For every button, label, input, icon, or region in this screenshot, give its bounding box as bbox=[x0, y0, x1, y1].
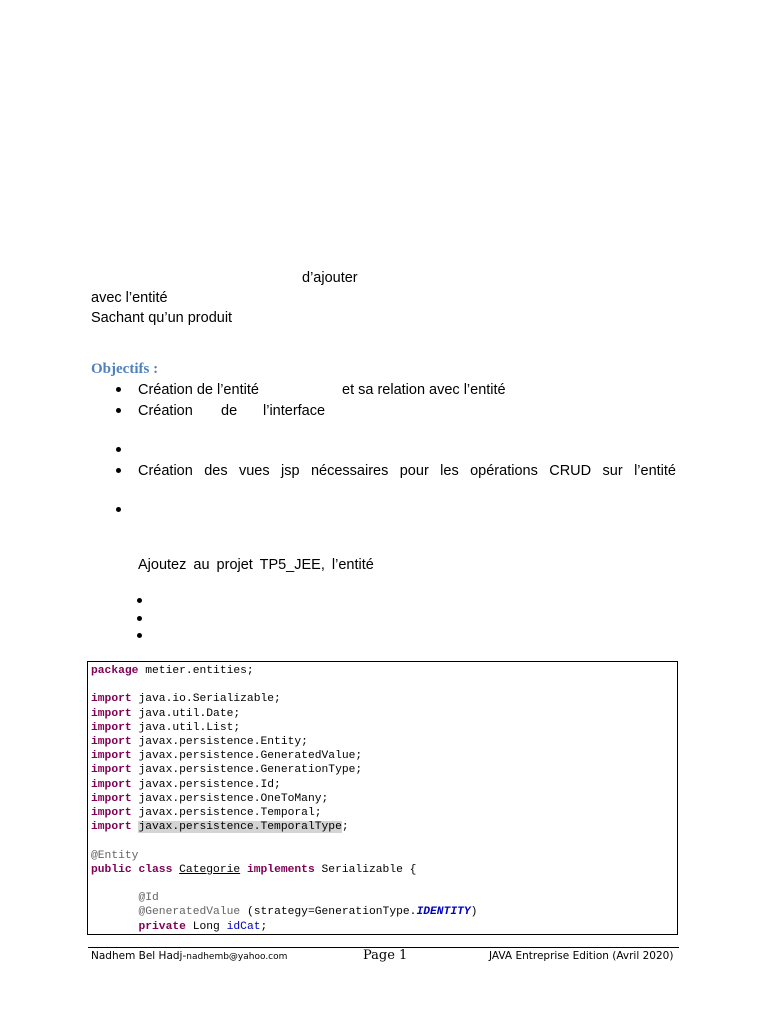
code-text-span: java.util.List; bbox=[131, 721, 241, 734]
code-keyword: public bbox=[91, 863, 132, 876]
code-annotation: @Entity bbox=[91, 849, 139, 862]
code-field-name: idCat bbox=[226, 920, 261, 933]
code-keyword: import bbox=[91, 736, 132, 749]
code-text-span: (strategy=GenerationType. bbox=[240, 906, 417, 919]
code-text-span: javax.persistence.GeneratedValue; bbox=[131, 750, 363, 763]
footer-email: nadhemb@yahoo.com bbox=[186, 952, 288, 962]
objective-item-1b: et sa relation avec l’entité bbox=[342, 382, 506, 398]
code-keyword: class bbox=[138, 863, 173, 876]
objective-item-1a: Création de l’entité bbox=[138, 382, 259, 398]
code-text bbox=[91, 664, 477, 934]
objective-item-2c: l’interface bbox=[263, 403, 326, 419]
bullet-dot bbox=[116, 468, 121, 473]
code-keyword: import bbox=[91, 721, 132, 734]
code-keyword: import bbox=[91, 778, 132, 791]
code-static-field: IDENTITY bbox=[416, 906, 471, 919]
footer-page-number: Page 1 bbox=[363, 948, 408, 963]
code-class-name: Categorie bbox=[179, 863, 241, 876]
code-keyword: import bbox=[91, 807, 132, 820]
code-text-span: ; bbox=[260, 920, 268, 933]
code-keyword: import bbox=[91, 693, 132, 706]
intro-line-1: d’ajouter bbox=[302, 270, 358, 286]
objectives-heading: Objectifs : bbox=[91, 361, 159, 377]
code-listing bbox=[87, 661, 678, 935]
code-keyword: import bbox=[91, 750, 132, 763]
code-text-span: Serializable { bbox=[314, 863, 417, 876]
code-text-span: javax.persistence.GenerationType; bbox=[131, 764, 363, 777]
code-keyword: import bbox=[91, 764, 132, 777]
code-annotation: @GeneratedValue bbox=[138, 906, 241, 919]
intro-line-2: avec l’entité bbox=[91, 290, 168, 306]
objective-item-2b: de bbox=[221, 403, 238, 419]
code-keyword: implements bbox=[246, 863, 315, 876]
code-text-span: javax.persistence.Temporal; bbox=[131, 807, 322, 820]
code-keyword: import bbox=[91, 821, 132, 834]
intro-line-3: Sachant qu’un produit bbox=[91, 310, 233, 326]
objective-item-2a: Création bbox=[138, 403, 193, 419]
code-text-span: metier.entities; bbox=[138, 665, 254, 677]
bullet-dot bbox=[137, 616, 142, 621]
code-text-span: javax.persistence.Id; bbox=[131, 778, 281, 791]
code-text-span: javax.persistence.Entity; bbox=[131, 736, 308, 749]
footer-course: JAVA Entreprise Edition (Avril 2020) bbox=[489, 950, 674, 962]
step-instruction: Ajoutez au projet TP5_JEE, l’entité bbox=[138, 557, 374, 573]
objective-item-4: Création des vues jsp nécessaires pour les opérations CRUD sur l’entité bbox=[138, 463, 676, 479]
code-keyword: private bbox=[138, 920, 186, 933]
code-keyword: import bbox=[91, 792, 132, 805]
bullet-dot bbox=[137, 598, 142, 603]
code-keyword: import bbox=[91, 707, 132, 720]
bullet-dot bbox=[116, 387, 121, 392]
code-highlight: javax.persistence.TemporalType bbox=[138, 821, 342, 834]
bullet-dot bbox=[116, 507, 121, 512]
code-text-span: java.io.Serializable; bbox=[131, 693, 281, 706]
code-text-span: ) bbox=[470, 906, 478, 919]
code-keyword: package bbox=[91, 665, 139, 677]
code-annotation: @Id bbox=[138, 892, 159, 905]
bullet-dot bbox=[116, 408, 121, 413]
bullet-dot bbox=[137, 633, 142, 638]
code-text-span: java.util.Date; bbox=[131, 707, 241, 720]
bullet-dot bbox=[116, 447, 121, 452]
code-text-span: ; bbox=[341, 821, 349, 834]
code-text-span: javax.persistence.OneToMany; bbox=[131, 792, 329, 805]
footer-author bbox=[91, 950, 287, 962]
footer-author-name: Nadhem Bel Hadj- bbox=[91, 950, 187, 962]
code-text-span: Long bbox=[185, 920, 227, 933]
